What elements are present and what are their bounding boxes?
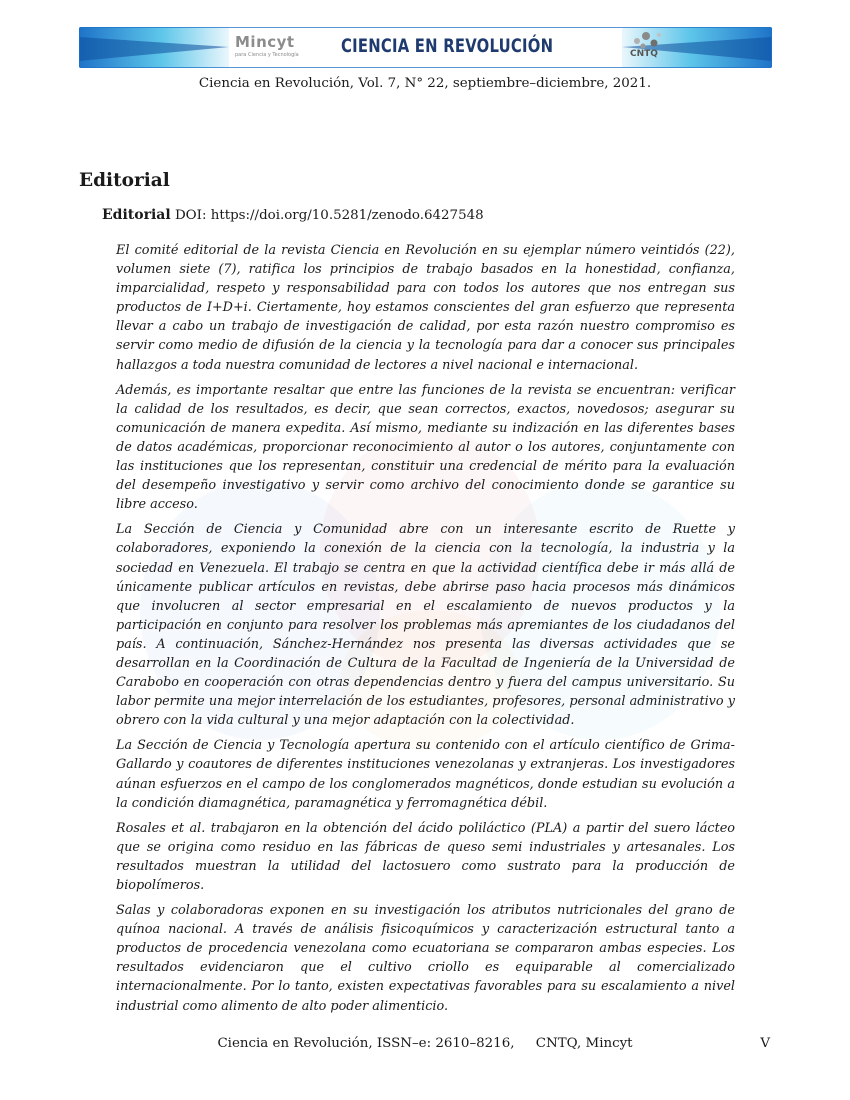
running-header: Ciencia en Revolución, Vol. 7, N° 22, septiembre–diciembre, 2021. bbox=[198, 76, 652, 91]
paragraph: Además, es importante resaltar que entre las funciones de la revista se encuentran: verificar la calidad de los resultados, es decir, que sean correctos, exactos, novedosos; asegurar su comunicación de manera expedita. Así mismo, mediante su indización en las diferentes bases de datos académicas, proporcionar reconocimiento al autor o los autores, conjuntamente con las instituciones que los representan, constituir una credencial de mérito para la evaluación del desempeño investigativo y servir como archivo del conocimiento donde se garantice su libre acceso. bbox=[116, 382, 735, 513]
paragraph: Rosales et al. trabajaron en la obtención del ácido poliláctico (PLA) a partir del suero lácteo que se origina como residuo en las fábricas de queso semi industriales y artesanales. Los resultados muestran la utilidad del lactosuero como sustrato para la producción de biopolímeros. bbox=[116, 820, 735, 893]
cntq-logo-text: CNTQ bbox=[630, 49, 658, 59]
mincyt-logo-text: Mincyt bbox=[235, 33, 295, 51]
editorial-body bbox=[116, 241, 735, 1022]
article-label: Editorial bbox=[102, 207, 171, 223]
paragraph: La Sección de Ciencia y Tecnología apertura su contenido con el artículo científico de Grima-Gallardo y coautores de diferentes instituciones venezolanas y extranjeras. Los investigadores aúnan esfuerzos en el campo de los conglomerados magnéticos, donde estudian su evolución a la condición diamagnética, paramagnética y ferromagnética débil. bbox=[116, 738, 735, 811]
article-info bbox=[102, 207, 484, 223]
paragraph: Salas y colaboradoras exponen en su investigación los atributos nutricionales del grano de quínoa nacional. A través de análisis fisicoquímicos y caracterización estructural tanto a productos de procedencia venezolana como ecuatoriana se compararon ambas especies. Los resultados evidenciaron que el cultivo criollo es equiparable al comercializado internacionalmente. Por lo tanto, existen expectativas favorables para su escalamiento a nivel industrial como alimento de alto poder alimenticio. bbox=[116, 903, 735, 1014]
cntq-logo bbox=[626, 31, 666, 65]
mincyt-logo-subtext: para Ciencia y Tecnología bbox=[235, 52, 299, 58]
header-banner bbox=[79, 27, 772, 68]
doi-text: DOI: https://doi.org/10.5281/zenodo.6427548 bbox=[174, 208, 484, 223]
page-number: V bbox=[760, 1036, 770, 1051]
section-heading: Editorial bbox=[79, 170, 170, 191]
paragraph: El comité editorial de la revista Ciencia en Revolución en su ejemplar número veintidós (22), volumen siete (7), ratifica los principios de trabajo basados en la honestidad, confianza, imparcialidad, respeto y responsabilidad para con todos los autores que nos entregan sus productos de I+D+i. Ciertamente, hoy estamos conscientes del gran esfuerzo que representa llevar a cabo un trabajo de investigación de calidad, por esta razón nuestro compromiso es servir como medio de difusión de la ciencia y la tecnología para dar a conocer sus principales hallazgos a toda nuestra comunidad de lectores a nivel nacional e internacional. bbox=[116, 243, 735, 373]
cntq-molecule-icon bbox=[626, 31, 666, 51]
banner-title: CIENCIA EN REVOLUCIÓN bbox=[341, 35, 554, 57]
footer-text: Ciencia en Revolución, ISSN–e: 2610–8216, CNTQ, Mincyt bbox=[217, 1036, 633, 1051]
mincyt-logo bbox=[235, 33, 315, 63]
paragraph: La Sección de Ciencia y Comunidad abre con un interesante escrito de Ruette y colaboradores, exponiendo la conexión de la ciencia con la tecnología, la industria y la sociedad en Venezuela. El trabajo se centra en que la actividad científica debe ir más allá de únicamente publicar artículos en revistas, debe abrirse paso hacia procesos más dinámicos que involucren al sector empresarial en el escalamiento de nuevos productos y la participación en conjunto para resolver los problemas más apremiantes de los ciudadanos del país. A continuación, Sánchez-Hernández nos presenta las diversas actividades que se desarrollan en la Coordinación de Cultura de la Facultad de Ingeniería de la Universidad de Carabobo en cooperación con otras dependencias dentro y fuera del campus universitario. Su labor permite una mejor interrelación de los estudiantes, profesores, personal administrativo y obrero con la vida cultural y una mejor adaptación con la colectividad. bbox=[116, 522, 735, 729]
